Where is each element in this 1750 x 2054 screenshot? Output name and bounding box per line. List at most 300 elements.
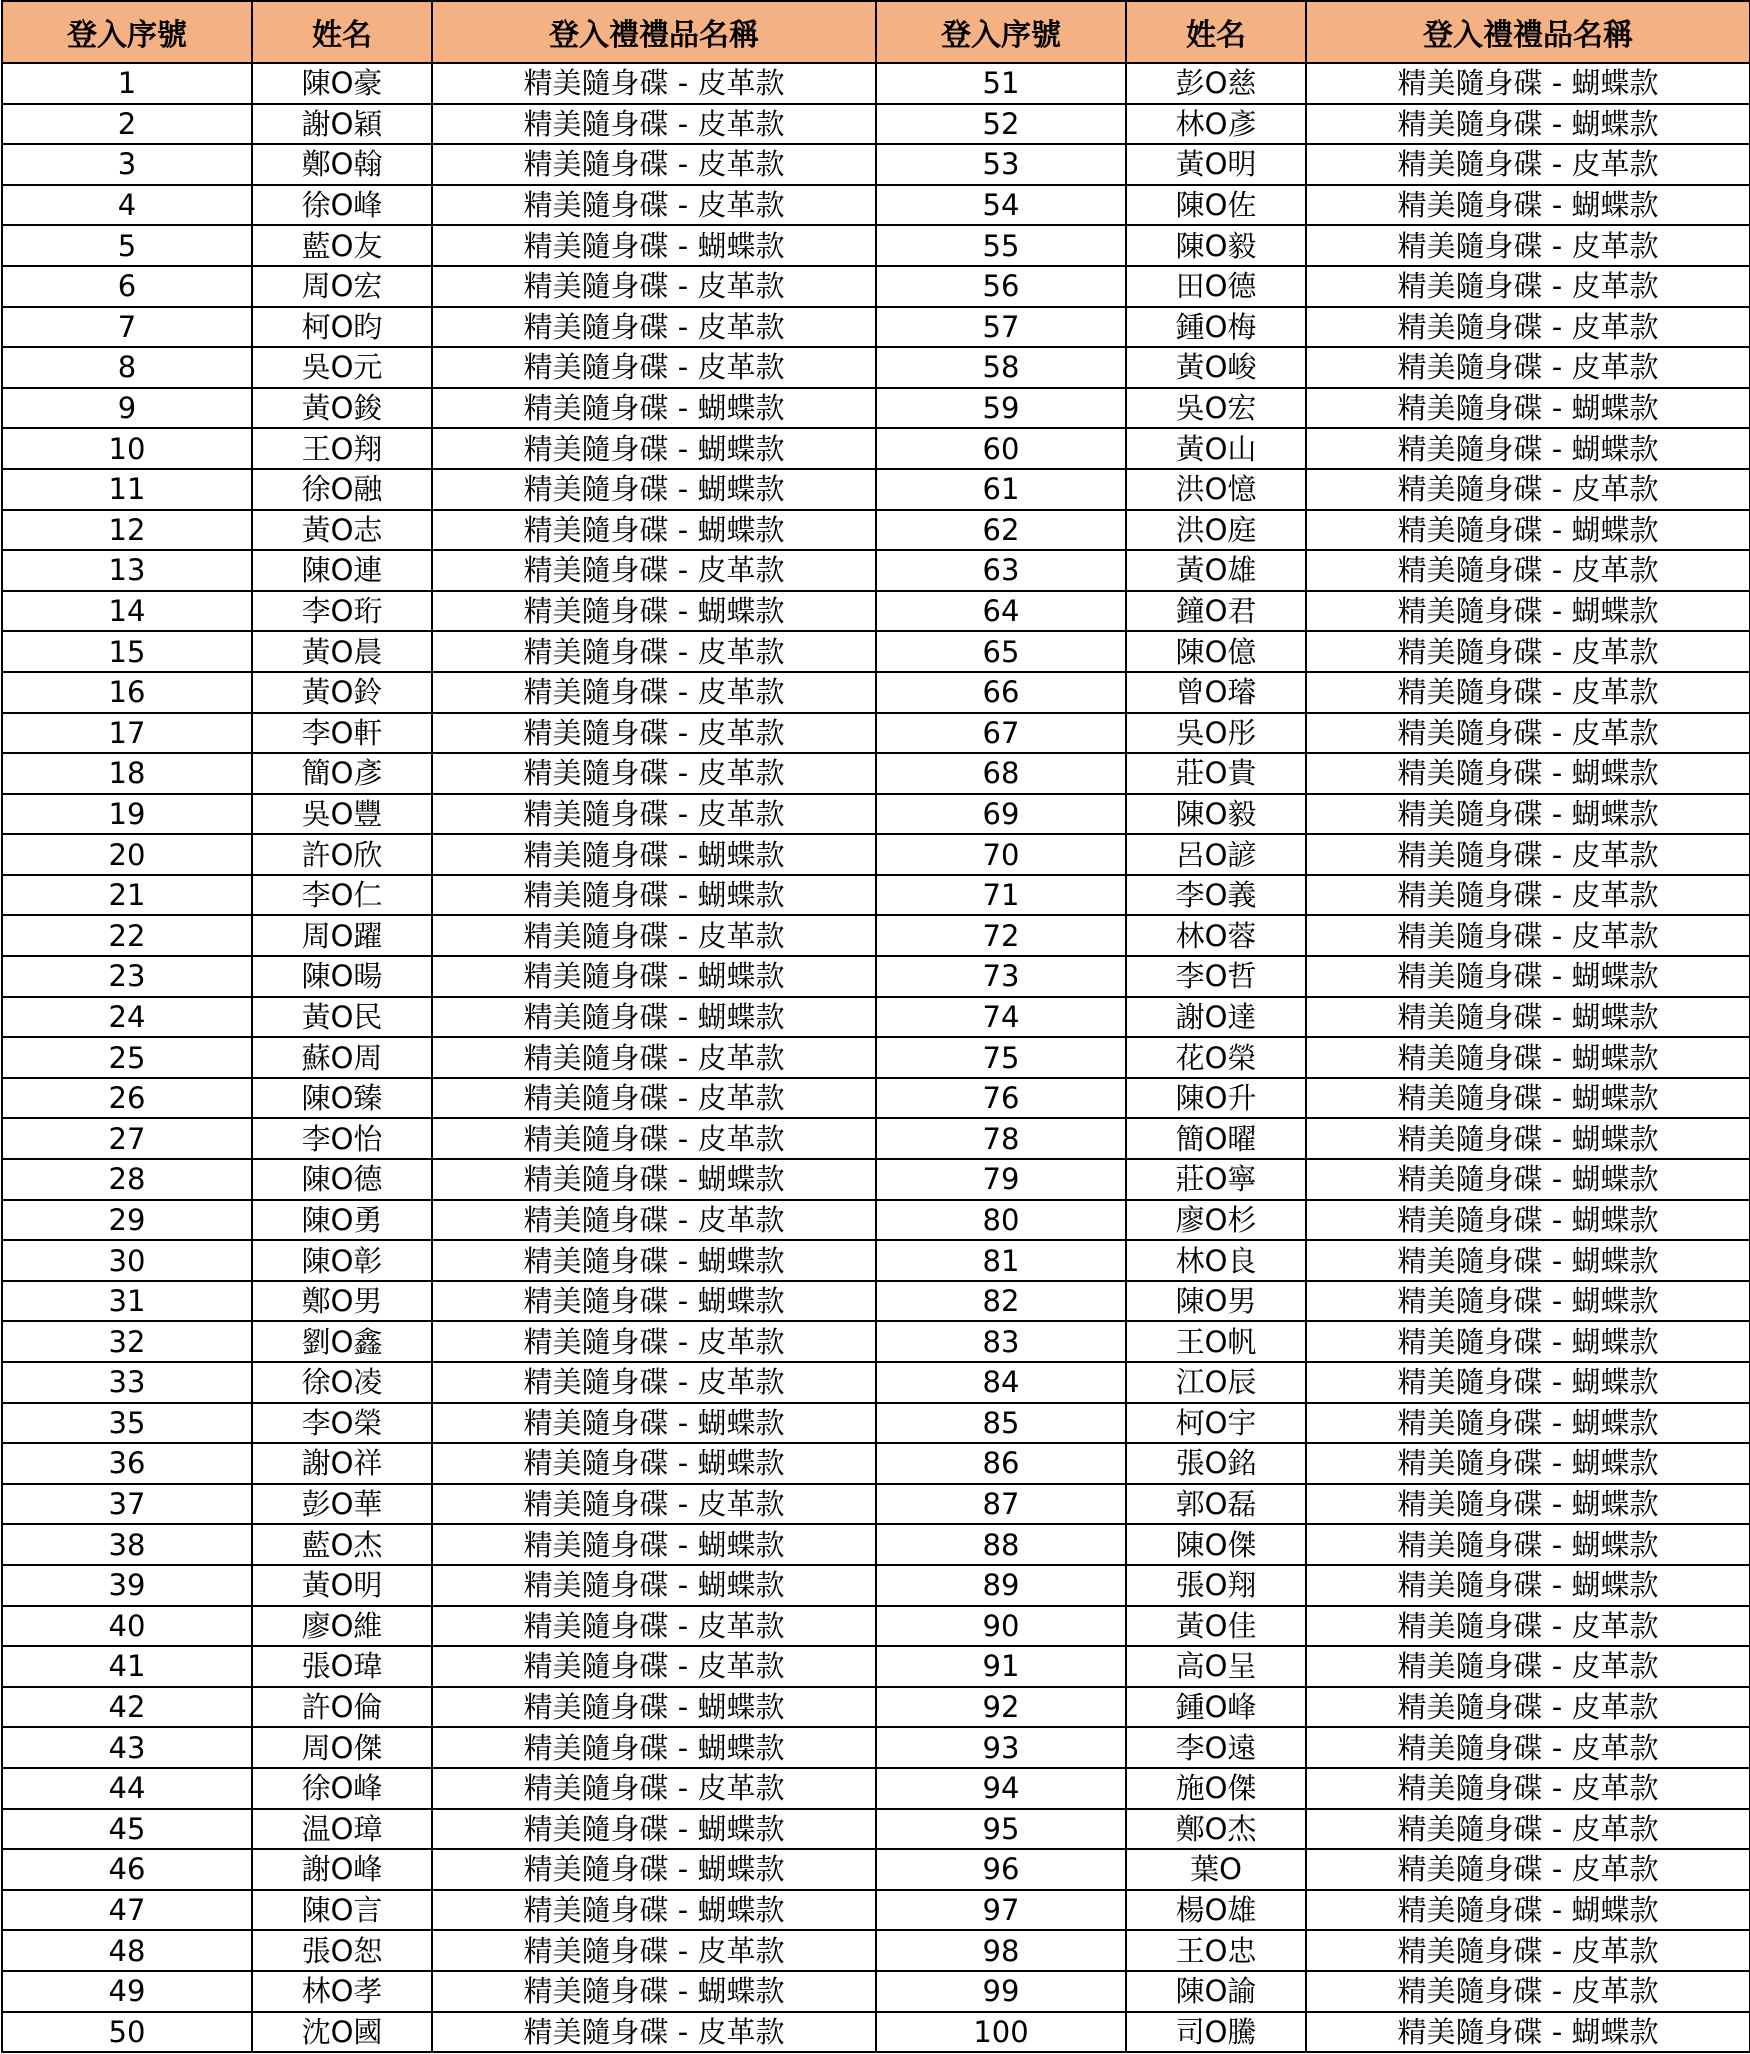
- left-login-number-cell: 2: [2, 104, 252, 145]
- right-name-cell: 林O彥: [1126, 104, 1306, 145]
- right-login-number-cell: 73: [876, 956, 1126, 997]
- left-name-cell: 張O瑋: [252, 1646, 432, 1687]
- left-gift-cell: 精美隨身碟 - 蝴蝶款: [432, 834, 876, 875]
- table-row: [2, 1078, 1750, 1119]
- right-login-number-cell: 53: [876, 144, 1126, 185]
- table-row: [2, 510, 1750, 551]
- left-login-number-cell: 36: [2, 1443, 252, 1484]
- right-name-cell: 王O帆: [1126, 1321, 1306, 1362]
- right-login-number-cell: 64: [876, 591, 1126, 632]
- right-name-cell: 楊O雄: [1126, 1890, 1306, 1931]
- left-login-number-cell: 3: [2, 144, 252, 185]
- right-gift-cell: 精美隨身碟 - 皮革款: [1306, 915, 1750, 956]
- right-gift-cell: 精美隨身碟 - 皮革款: [1306, 1768, 1750, 1809]
- left-gift-cell: 精美隨身碟 - 皮革款: [432, 266, 876, 307]
- table-row: [2, 428, 1750, 469]
- left-name-cell: 李O榮: [252, 1403, 432, 1444]
- right-login-number-cell: 74: [876, 997, 1126, 1038]
- table-row: [2, 1281, 1750, 1322]
- right-gift-cell: 精美隨身碟 - 蝴蝶款: [1306, 1078, 1750, 1119]
- left-login-number-cell: 28: [2, 1159, 252, 1200]
- table-row: [2, 753, 1750, 794]
- right-name-cell: 吳O宏: [1126, 388, 1306, 429]
- right-name-cell: 江O辰: [1126, 1362, 1306, 1403]
- right-name-cell: 柯O宇: [1126, 1403, 1306, 1444]
- left-gift-cell: 精美隨身碟 - 皮革款: [432, 1200, 876, 1241]
- table-row: [2, 144, 1750, 185]
- left-name-cell: 劉O鑫: [252, 1321, 432, 1362]
- left-login-number-cell: 5: [2, 225, 252, 266]
- left-login-number-cell: 32: [2, 1321, 252, 1362]
- right-login-number-cell: 63: [876, 550, 1126, 591]
- right-login-number-cell: 93: [876, 1727, 1126, 1768]
- table-row: [2, 1809, 1750, 1850]
- right-name-cell: 張O翔: [1126, 1565, 1306, 1606]
- table-row: [2, 1849, 1750, 1890]
- right-name-cell: 高O呈: [1126, 1646, 1306, 1687]
- header-gift-name: 登入禮禮品名稱: [432, 1, 876, 63]
- right-name-cell: 郭O磊: [1126, 1484, 1306, 1525]
- left-login-number-cell: 24: [2, 997, 252, 1038]
- right-name-cell: 黃O佳: [1126, 1606, 1306, 1647]
- right-name-cell: 莊O貴: [1126, 753, 1306, 794]
- table-row: [2, 63, 1750, 104]
- header-gift-name-right: 登入禮禮品名稱: [1306, 1, 1750, 63]
- left-gift-cell: 精美隨身碟 - 皮革款: [432, 185, 876, 226]
- left-name-cell: 徐O凌: [252, 1362, 432, 1403]
- right-login-number-cell: 51: [876, 63, 1126, 104]
- left-gift-cell: 精美隨身碟 - 皮革款: [432, 1118, 876, 1159]
- left-gift-cell: 精美隨身碟 - 蝴蝶款: [432, 997, 876, 1038]
- left-gift-cell: 精美隨身碟 - 蝴蝶款: [432, 510, 876, 551]
- left-gift-cell: 精美隨身碟 - 蝴蝶款: [432, 1687, 876, 1728]
- table-row: [2, 1524, 1750, 1565]
- table-row: [2, 1768, 1750, 1809]
- left-gift-cell: 精美隨身碟 - 蝴蝶款: [432, 591, 876, 632]
- table-row: [2, 1443, 1750, 1484]
- right-login-number-cell: 55: [876, 225, 1126, 266]
- left-name-cell: 鄭O男: [252, 1281, 432, 1322]
- left-gift-cell: 精美隨身碟 - 皮革款: [432, 672, 876, 713]
- table-row: [2, 1159, 1750, 1200]
- left-gift-cell: 精美隨身碟 - 蝴蝶款: [432, 1159, 876, 1200]
- left-name-cell: 徐O融: [252, 469, 432, 510]
- table-row: [2, 956, 1750, 997]
- right-gift-cell: 精美隨身碟 - 蝴蝶款: [1306, 1281, 1750, 1322]
- right-gift-cell: 精美隨身碟 - 蝴蝶款: [1306, 388, 1750, 429]
- right-name-cell: 張O銘: [1126, 1443, 1306, 1484]
- right-login-number-cell: 96: [876, 1849, 1126, 1890]
- right-gift-cell: 精美隨身碟 - 蝴蝶款: [1306, 1484, 1750, 1525]
- right-gift-cell: 精美隨身碟 - 蝴蝶款: [1306, 1240, 1750, 1281]
- right-name-cell: 田O德: [1126, 266, 1306, 307]
- left-login-number-cell: 22: [2, 915, 252, 956]
- header-name: 姓名: [252, 1, 432, 63]
- right-gift-cell: 精美隨身碟 - 蝴蝶款: [1306, 1565, 1750, 1606]
- left-gift-cell: 精美隨身碟 - 皮革款: [432, 1321, 876, 1362]
- header-login-number: 登入序號: [2, 1, 252, 63]
- left-gift-cell: 精美隨身碟 - 皮革款: [432, 307, 876, 348]
- right-gift-cell: 精美隨身碟 - 蝴蝶款: [1306, 956, 1750, 997]
- right-login-number-cell: 68: [876, 753, 1126, 794]
- right-login-number-cell: 56: [876, 266, 1126, 307]
- left-name-cell: 陳O勇: [252, 1200, 432, 1241]
- right-gift-cell: 精美隨身碟 - 皮革款: [1306, 469, 1750, 510]
- right-login-number-cell: 60: [876, 428, 1126, 469]
- right-login-number-cell: 86: [876, 1443, 1126, 1484]
- left-login-number-cell: 41: [2, 1646, 252, 1687]
- left-name-cell: 張O恕: [252, 1930, 432, 1971]
- left-gift-cell: 精美隨身碟 - 皮革款: [432, 1078, 876, 1119]
- table-row: [2, 1606, 1750, 1647]
- left-login-number-cell: 33: [2, 1362, 252, 1403]
- left-name-cell: 王O翔: [252, 428, 432, 469]
- left-name-cell: 吳O豐: [252, 794, 432, 835]
- right-gift-cell: 精美隨身碟 - 蝴蝶款: [1306, 1362, 1750, 1403]
- left-name-cell: 黃O志: [252, 510, 432, 551]
- right-gift-cell: 精美隨身碟 - 蝴蝶款: [1306, 794, 1750, 835]
- right-login-number-cell: 85: [876, 1403, 1126, 1444]
- left-gift-cell: 精美隨身碟 - 皮革款: [432, 347, 876, 388]
- right-login-number-cell: 92: [876, 1687, 1126, 1728]
- right-gift-cell: 精美隨身碟 - 皮革款: [1306, 1971, 1750, 2012]
- left-login-number-cell: 37: [2, 1484, 252, 1525]
- left-name-cell: 謝O祥: [252, 1443, 432, 1484]
- right-gift-cell: 精美隨身碟 - 皮革款: [1306, 225, 1750, 266]
- left-gift-cell: 精美隨身碟 - 皮革款: [432, 2012, 876, 2053]
- left-name-cell: 黃O民: [252, 997, 432, 1038]
- left-gift-cell: 精美隨身碟 - 皮革款: [432, 1646, 876, 1687]
- right-name-cell: 鐘O君: [1126, 591, 1306, 632]
- left-login-number-cell: 26: [2, 1078, 252, 1119]
- table-row: [2, 225, 1750, 266]
- left-name-cell: 黃O晨: [252, 631, 432, 672]
- left-login-number-cell: 4: [2, 185, 252, 226]
- table-row: [2, 104, 1750, 145]
- right-gift-cell: 精美隨身碟 - 皮革款: [1306, 875, 1750, 916]
- left-login-number-cell: 9: [2, 388, 252, 429]
- left-login-number-cell: 21: [2, 875, 252, 916]
- left-name-cell: 蘇O周: [252, 1037, 432, 1078]
- right-gift-cell: 精美隨身碟 - 蝴蝶款: [1306, 63, 1750, 104]
- left-gift-cell: 精美隨身碟 - 皮革款: [432, 1606, 876, 1647]
- left-name-cell: 徐O峰: [252, 1768, 432, 1809]
- left-login-number-cell: 42: [2, 1687, 252, 1728]
- left-name-cell: 黃O鈴: [252, 672, 432, 713]
- right-login-number-cell: 76: [876, 1078, 1126, 1119]
- left-name-cell: 陳O臻: [252, 1078, 432, 1119]
- left-name-cell: 周O躍: [252, 915, 432, 956]
- left-name-cell: 彭O華: [252, 1484, 432, 1525]
- right-name-cell: 莊O寧: [1126, 1159, 1306, 1200]
- right-gift-cell: 精美隨身碟 - 蝴蝶款: [1306, 997, 1750, 1038]
- left-name-cell: 李O怡: [252, 1118, 432, 1159]
- left-name-cell: 許O欣: [252, 834, 432, 875]
- table-row: [2, 550, 1750, 591]
- left-login-number-cell: 50: [2, 2012, 252, 2053]
- left-login-number-cell: 27: [2, 1118, 252, 1159]
- table-row: [2, 1037, 1750, 1078]
- table-row: [2, 1727, 1750, 1768]
- right-gift-cell: 精美隨身碟 - 蝴蝶款: [1306, 104, 1750, 145]
- left-name-cell: 簡O彥: [252, 753, 432, 794]
- right-name-cell: 司O騰: [1126, 2012, 1306, 2053]
- left-login-number-cell: 30: [2, 1240, 252, 1281]
- table-row: [2, 591, 1750, 632]
- right-login-number-cell: 91: [876, 1646, 1126, 1687]
- left-login-number-cell: 19: [2, 794, 252, 835]
- right-gift-cell: 精美隨身碟 - 蝴蝶款: [1306, 1403, 1750, 1444]
- left-gift-cell: 精美隨身碟 - 皮革款: [432, 1037, 876, 1078]
- left-gift-cell: 精美隨身碟 - 蝴蝶款: [432, 225, 876, 266]
- right-login-number-cell: 100: [876, 2012, 1126, 2053]
- left-name-cell: 黃O明: [252, 1565, 432, 1606]
- left-login-number-cell: 1: [2, 63, 252, 104]
- left-gift-cell: 精美隨身碟 - 蝴蝶款: [432, 875, 876, 916]
- left-name-cell: 藍O杰: [252, 1524, 432, 1565]
- table-row: [2, 469, 1750, 510]
- left-gift-cell: 精美隨身碟 - 皮革款: [432, 753, 876, 794]
- right-login-number-cell: 67: [876, 713, 1126, 754]
- left-gift-cell: 精美隨身碟 - 皮革款: [432, 1768, 876, 1809]
- right-login-number-cell: 82: [876, 1281, 1126, 1322]
- right-name-cell: 黃O山: [1126, 428, 1306, 469]
- right-name-cell: 葉O: [1126, 1849, 1306, 1890]
- right-login-number-cell: 88: [876, 1524, 1126, 1565]
- left-gift-cell: 精美隨身碟 - 蝴蝶款: [432, 428, 876, 469]
- right-name-cell: 李O遠: [1126, 1727, 1306, 1768]
- left-gift-cell: 精美隨身碟 - 蝴蝶款: [432, 1849, 876, 1890]
- left-gift-cell: 精美隨身碟 - 皮革款: [432, 104, 876, 145]
- table-row: [2, 185, 1750, 226]
- right-name-cell: 謝O達: [1126, 997, 1306, 1038]
- right-name-cell: 李O義: [1126, 875, 1306, 916]
- right-gift-cell: 精美隨身碟 - 皮革款: [1306, 672, 1750, 713]
- right-gift-cell: 精美隨身碟 - 皮革款: [1306, 1687, 1750, 1728]
- left-login-number-cell: 6: [2, 266, 252, 307]
- table-row: [2, 794, 1750, 835]
- right-name-cell: 黃O峻: [1126, 347, 1306, 388]
- header-login-number-right: 登入序號: [876, 1, 1126, 63]
- right-gift-cell: 精美隨身碟 - 蝴蝶款: [1306, 1200, 1750, 1241]
- left-name-cell: 謝O穎: [252, 104, 432, 145]
- right-gift-cell: 精美隨身碟 - 蝴蝶款: [1306, 510, 1750, 551]
- right-login-number-cell: 83: [876, 1321, 1126, 1362]
- right-login-number-cell: 65: [876, 631, 1126, 672]
- left-name-cell: 鄭O翰: [252, 144, 432, 185]
- left-gift-cell: 精美隨身碟 - 蝴蝶款: [432, 1727, 876, 1768]
- right-login-number-cell: 84: [876, 1362, 1126, 1403]
- right-login-number-cell: 75: [876, 1037, 1126, 1078]
- left-login-number-cell: 7: [2, 307, 252, 348]
- right-gift-cell: 精美隨身碟 - 蝴蝶款: [1306, 1118, 1750, 1159]
- right-name-cell: 花O榮: [1126, 1037, 1306, 1078]
- left-login-number-cell: 16: [2, 672, 252, 713]
- left-login-number-cell: 31: [2, 1281, 252, 1322]
- right-gift-cell: 精美隨身碟 - 皮革款: [1306, 1606, 1750, 1647]
- right-login-number-cell: 94: [876, 1768, 1126, 1809]
- left-login-number-cell: 17: [2, 713, 252, 754]
- right-login-number-cell: 66: [876, 672, 1126, 713]
- right-gift-cell: 精美隨身碟 - 皮革款: [1306, 1727, 1750, 1768]
- right-name-cell: 陳O毅: [1126, 225, 1306, 266]
- right-login-number-cell: 80: [876, 1200, 1126, 1241]
- right-name-cell: 王O忠: [1126, 1930, 1306, 1971]
- right-name-cell: 彭O慈: [1126, 63, 1306, 104]
- left-login-number-cell: 11: [2, 469, 252, 510]
- right-login-number-cell: 54: [876, 185, 1126, 226]
- left-login-number-cell: 20: [2, 834, 252, 875]
- table-row: [2, 631, 1750, 672]
- table-row: [2, 266, 1750, 307]
- right-login-number-cell: 62: [876, 510, 1126, 551]
- table-row: [2, 1403, 1750, 1444]
- right-name-cell: 簡O曜: [1126, 1118, 1306, 1159]
- left-name-cell: 李O仁: [252, 875, 432, 916]
- left-gift-cell: 精美隨身碟 - 蝴蝶款: [432, 469, 876, 510]
- table-row: [2, 997, 1750, 1038]
- left-login-number-cell: 15: [2, 631, 252, 672]
- right-login-number-cell: 71: [876, 875, 1126, 916]
- left-login-number-cell: 29: [2, 1200, 252, 1241]
- left-name-cell: 柯O昀: [252, 307, 432, 348]
- right-login-number-cell: 72: [876, 915, 1126, 956]
- left-name-cell: 沈O國: [252, 2012, 432, 2053]
- left-login-number-cell: 23: [2, 956, 252, 997]
- right-login-number-cell: 89: [876, 1565, 1126, 1606]
- left-gift-cell: 精美隨身碟 - 皮革款: [432, 794, 876, 835]
- right-login-number-cell: 99: [876, 1971, 1126, 2012]
- right-login-number-cell: 97: [876, 1890, 1126, 1931]
- table-row: [2, 1118, 1750, 1159]
- left-name-cell: 周O傑: [252, 1727, 432, 1768]
- right-gift-cell: 精美隨身碟 - 皮革款: [1306, 834, 1750, 875]
- left-gift-cell: 精美隨身碟 - 蝴蝶款: [432, 1890, 876, 1931]
- right-gift-cell: 精美隨身碟 - 皮革款: [1306, 144, 1750, 185]
- left-gift-cell: 精美隨身碟 - 蝴蝶款: [432, 1524, 876, 1565]
- right-gift-cell: 精美隨身碟 - 皮革款: [1306, 1930, 1750, 1971]
- right-gift-cell: 精美隨身碟 - 皮革款: [1306, 1809, 1750, 1850]
- right-name-cell: 陳O億: [1126, 631, 1306, 672]
- left-name-cell: 陳O德: [252, 1159, 432, 1200]
- right-name-cell: 陳O佐: [1126, 185, 1306, 226]
- table-row: [2, 713, 1750, 754]
- table-row: [2, 307, 1750, 348]
- right-login-number-cell: 52: [876, 104, 1126, 145]
- right-name-cell: 陳O男: [1126, 1281, 1306, 1322]
- right-gift-cell: 精美隨身碟 - 皮革款: [1306, 631, 1750, 672]
- right-login-number-cell: 87: [876, 1484, 1126, 1525]
- right-name-cell: 吳O彤: [1126, 713, 1306, 754]
- table-row: [2, 1321, 1750, 1362]
- left-login-number-cell: 49: [2, 1971, 252, 2012]
- right-gift-cell: 精美隨身碟 - 皮革款: [1306, 713, 1750, 754]
- header-name-right: 姓名: [1126, 1, 1306, 63]
- table-row: [2, 672, 1750, 713]
- left-name-cell: 林O孝: [252, 1971, 432, 2012]
- table-row: [2, 2012, 1750, 2053]
- left-name-cell: 李O珩: [252, 591, 432, 632]
- right-name-cell: 洪O庭: [1126, 510, 1306, 551]
- right-login-number-cell: 79: [876, 1159, 1126, 1200]
- left-gift-cell: 精美隨身碟 - 蝴蝶款: [432, 1565, 876, 1606]
- left-gift-cell: 精美隨身碟 - 皮革款: [432, 713, 876, 754]
- right-login-number-cell: 57: [876, 307, 1126, 348]
- left-gift-cell: 精美隨身碟 - 蝴蝶款: [432, 388, 876, 429]
- left-gift-cell: 精美隨身碟 - 皮革款: [432, 1362, 876, 1403]
- right-gift-cell: 精美隨身碟 - 皮革款: [1306, 307, 1750, 348]
- left-login-number-cell: 8: [2, 347, 252, 388]
- right-gift-cell: 精美隨身碟 - 蝴蝶款: [1306, 1443, 1750, 1484]
- right-gift-cell: 精美隨身碟 - 蝴蝶款: [1306, 185, 1750, 226]
- right-gift-cell: 精美隨身碟 - 蝴蝶款: [1306, 591, 1750, 632]
- left-name-cell: 陳O彰: [252, 1240, 432, 1281]
- right-gift-cell: 精美隨身碟 - 蝴蝶款: [1306, 2012, 1750, 2053]
- right-gift-cell: 精美隨身碟 - 蝴蝶款: [1306, 428, 1750, 469]
- left-gift-cell: 精美隨身碟 - 皮革款: [432, 1930, 876, 1971]
- left-gift-cell: 精美隨身碟 - 皮革款: [432, 1484, 876, 1525]
- right-name-cell: 陳O諭: [1126, 1971, 1306, 2012]
- right-name-cell: 陳O升: [1126, 1078, 1306, 1119]
- table-row: [2, 1200, 1750, 1241]
- right-name-cell: 林O蓉: [1126, 915, 1306, 956]
- table-row: [2, 1890, 1750, 1931]
- left-gift-cell: 精美隨身碟 - 蝴蝶款: [432, 1281, 876, 1322]
- left-login-number-cell: 13: [2, 550, 252, 591]
- left-login-number-cell: 47: [2, 1890, 252, 1931]
- right-login-number-cell: 95: [876, 1809, 1126, 1850]
- right-login-number-cell: 90: [876, 1606, 1126, 1647]
- left-gift-cell: 精美隨身碟 - 皮革款: [432, 915, 876, 956]
- left-name-cell: 陳O言: [252, 1890, 432, 1931]
- table-row: [2, 1646, 1750, 1687]
- left-login-number-cell: 35: [2, 1403, 252, 1444]
- table-row: [2, 1240, 1750, 1281]
- right-gift-cell: 精美隨身碟 - 蝴蝶款: [1306, 753, 1750, 794]
- table-row: [2, 915, 1750, 956]
- left-gift-cell: 精美隨身碟 - 蝴蝶款: [432, 1971, 876, 2012]
- table-row: [2, 1687, 1750, 1728]
- table-row: [2, 1565, 1750, 1606]
- right-gift-cell: 精美隨身碟 - 皮革款: [1306, 1849, 1750, 1890]
- right-name-cell: 鍾O梅: [1126, 307, 1306, 348]
- left-name-cell: 陳O暘: [252, 956, 432, 997]
- left-name-cell: 陳O連: [252, 550, 432, 591]
- left-gift-cell: 精美隨身碟 - 蝴蝶款: [432, 1809, 876, 1850]
- left-login-number-cell: 14: [2, 591, 252, 632]
- left-login-number-cell: 45: [2, 1809, 252, 1850]
- right-login-number-cell: 98: [876, 1930, 1126, 1971]
- right-gift-cell: 精美隨身碟 - 蝴蝶款: [1306, 1159, 1750, 1200]
- right-name-cell: 黃O明: [1126, 144, 1306, 185]
- right-gift-cell: 精美隨身碟 - 蝴蝶款: [1306, 1321, 1750, 1362]
- left-login-number-cell: 10: [2, 428, 252, 469]
- header-row: [2, 1, 1750, 63]
- left-login-number-cell: 48: [2, 1930, 252, 1971]
- left-login-number-cell: 39: [2, 1565, 252, 1606]
- right-login-number-cell: 70: [876, 834, 1126, 875]
- left-name-cell: 温O璋: [252, 1809, 432, 1850]
- left-name-cell: 黃O鋑: [252, 388, 432, 429]
- left-gift-cell: 精美隨身碟 - 皮革款: [432, 144, 876, 185]
- right-login-number-cell: 78: [876, 1118, 1126, 1159]
- left-name-cell: 廖O維: [252, 1606, 432, 1647]
- right-gift-cell: 精美隨身碟 - 皮革款: [1306, 1646, 1750, 1687]
- table-row: [2, 347, 1750, 388]
- left-login-number-cell: 12: [2, 510, 252, 551]
- table-row: [2, 1971, 1750, 2012]
- left-name-cell: 周O宏: [252, 266, 432, 307]
